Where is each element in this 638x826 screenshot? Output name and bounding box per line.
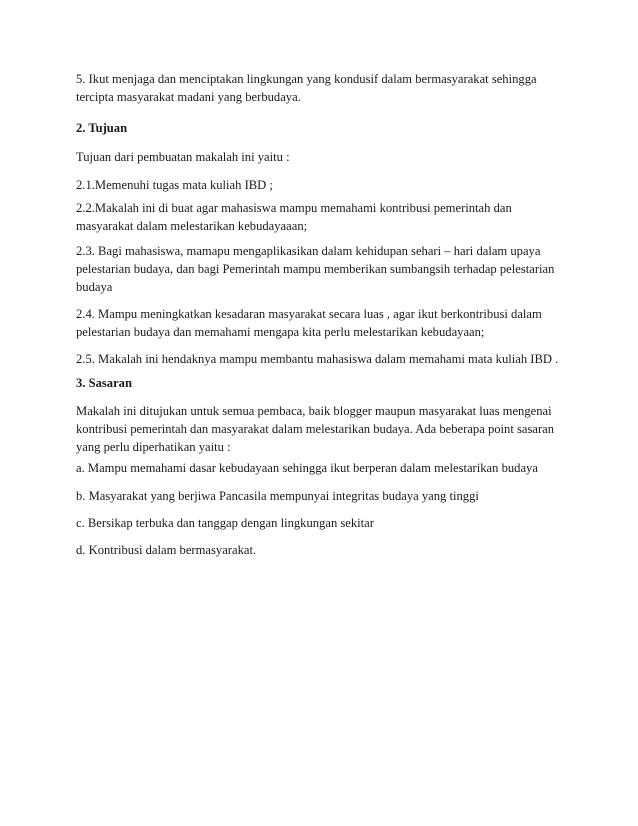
section-heading-sasaran: [76, 374, 576, 392]
paragraph-item-b: [76, 487, 576, 505]
text-line: budaya: [76, 280, 113, 294]
text-line: d. Kontribusi dalam bermasyarakat.: [76, 543, 257, 557]
heading-text: 2. Tujuan: [76, 121, 128, 135]
text-line: 2.5. Makalah ini hendaknya mampu membantu mahasiswa dalam memahami mata kuliah IBD .: [76, 352, 559, 366]
paragraph-tujuan-intro: [76, 148, 576, 166]
text-line: 2.4. Mampu meningkatkan kesadaran masyarakat secara luas , agar ikut berkontribusi dalam: [76, 307, 542, 321]
text-line: pelestarian budaya, dan bagi Pemerintah mampu memberikan sumbangsih terhadap pelestarian: [76, 262, 555, 276]
text-line: 5. Ikut menjaga dan menciptakan lingkungan yang kondusif dalam bermasyarakat sehingga: [76, 72, 537, 86]
paragraph-item-a: [76, 459, 576, 477]
text-line: pelestarian budaya dan memahami mengapa kita perlu melestarikan kebudayaan;: [76, 325, 485, 339]
section-heading-tujuan: [76, 119, 576, 137]
text-line: a. Mampu memahami dasar kebudayaan sehingga ikut berperan dalam melestarikan budaya: [76, 461, 538, 475]
paragraph-item-d: [76, 541, 576, 559]
paragraph-item-2-5: [76, 350, 576, 368]
paragraph-item-2-3: [76, 242, 576, 296]
text-line: tercipta masyarakat madani yang berbudaya.: [76, 90, 301, 104]
paragraph-item-2-4: [76, 305, 576, 341]
paragraph-item-2-1: [76, 176, 576, 194]
text-line: masyarakat dalam melestarikan kebudayaaan;: [76, 219, 308, 233]
paragraph-item-5: [76, 70, 576, 106]
text-line: b. Masyarakat yang berjiwa Pancasila mempunyai integritas budaya yang tinggi: [76, 489, 479, 503]
text-line: 2.3. Bagi mahasiswa, mamapu mengaplikasikan dalam kehidupan sehari – hari dalam upaya: [76, 244, 541, 258]
text-line: 2.1.Memenuhi tugas mata kuliah IBD ;: [76, 178, 273, 192]
heading-text: 3. Sasaran: [76, 376, 132, 390]
text-line: c. Bersikap terbuka dan tanggap dengan lingkungan sekitar: [76, 516, 374, 530]
text-line: Tujuan dari pembuatan makalah ini yaitu :: [76, 150, 290, 164]
text-line: Makalah ini ditujukan untuk semua pembaca, baik blogger maupun masyarakat luas mengenai: [76, 404, 552, 418]
text-line: kontribusi pemerintah dan masyarakat dalam melestarikan budaya. Ada beberapa point sasaran: [76, 422, 555, 436]
paragraph-item-c: [76, 514, 576, 532]
text-line: 2.2.Makalah ini di buat agar mahasiswa mampu memahami kontribusi pemerintah dan: [76, 201, 512, 215]
paragraph-item-2-2: [76, 199, 576, 235]
paragraph-sasaran-intro: [76, 402, 576, 456]
text-line: yang perlu diperhatikan yaitu :: [76, 440, 231, 454]
